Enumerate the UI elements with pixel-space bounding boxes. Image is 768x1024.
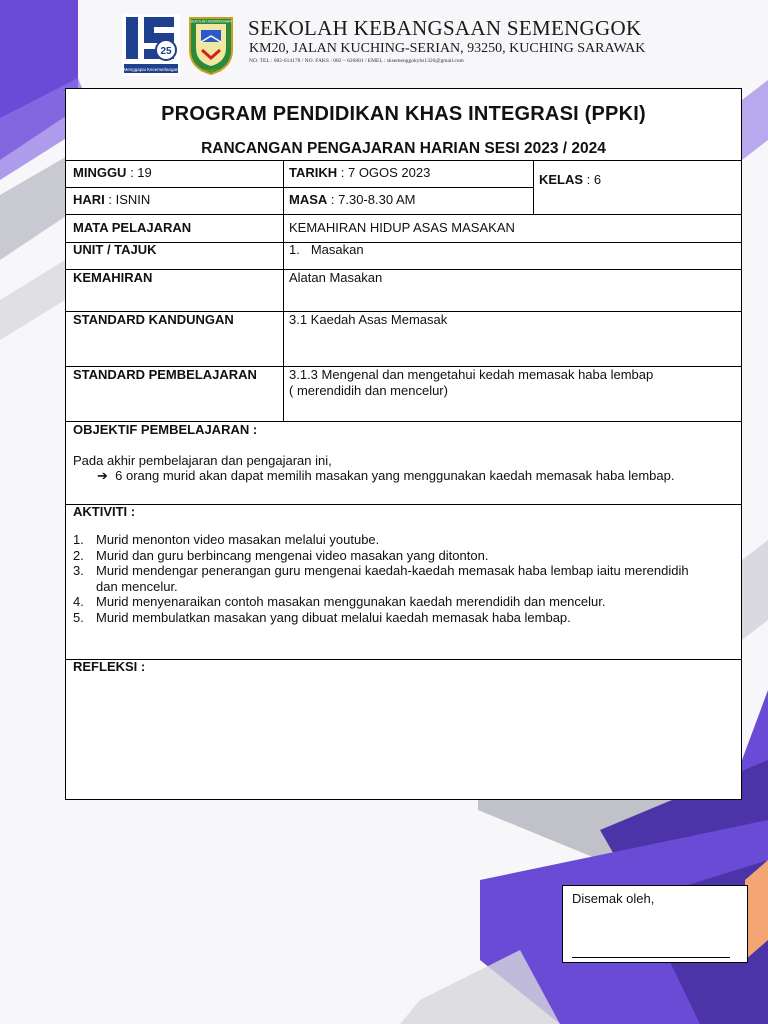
table-rule bbox=[66, 242, 741, 243]
mata-pelajaran-label: MATA PELAJARAN bbox=[73, 220, 192, 235]
list-item: 5. Murid membulatkan masakan yang dibuat melalui kaedah memasak haba lembap. bbox=[73, 609, 571, 625]
letterhead bbox=[0, 0, 768, 84]
table-rule bbox=[66, 504, 741, 505]
svg-text:Menggapai Kecemerlangan: Menggapai Kecemerlangan bbox=[123, 67, 179, 72]
school-address: KM20, JALAN KUCHING-SERIAN, 93250, KUCHING SARAWAK bbox=[249, 41, 646, 56]
kelas-field: KELAS : 6 bbox=[539, 172, 602, 187]
mata-pelajaran-value: KEMAHIRAN HIDUP ASAS MASAKAN bbox=[289, 220, 515, 235]
standard-kandungan-label: STANDARD KANDUNGAN bbox=[73, 312, 234, 327]
standard-pembelajaran-line1: 3.1.3 Mengenal dan mengetahui kedah memasak haba lembap bbox=[289, 367, 654, 382]
unit-label: UNIT / TAJUK bbox=[73, 242, 157, 257]
reviewed-by-box bbox=[562, 885, 748, 963]
refleksi-label: REFLEKSI : bbox=[73, 659, 146, 674]
standard-kandungan-value: 3.1 Kaedah Asas Memasak bbox=[289, 312, 448, 327]
aktiviti-label: AKTIVITI : bbox=[73, 504, 136, 519]
aktiviti-list bbox=[73, 532, 713, 625]
minggu-field: MINGGU : 19 bbox=[73, 165, 152, 180]
document-title: PROGRAM PENDIDIKAN KHAS INTEGRASI (PPKI) bbox=[161, 103, 646, 125]
svg-text:25: 25 bbox=[160, 46, 172, 57]
kemahiran-value: Alatan Masakan bbox=[289, 270, 383, 285]
table-rule bbox=[66, 187, 533, 188]
unit-value: 1. Masakan bbox=[289, 242, 364, 257]
standard-pembelajaran-label: STANDARD PEMBELAJARAN bbox=[73, 367, 257, 382]
arrow-right-icon: ➔ bbox=[97, 468, 108, 483]
signature-line bbox=[572, 957, 730, 958]
school-contact: NO. TEL : 082-614178 / NO. FAKS : 082 – 626801 / EMEL : sksemenggokybs1326@gmail.com bbox=[249, 58, 464, 64]
table-rule bbox=[66, 214, 741, 215]
objektif-intro: Pada akhir pembelajaran dan pengajaran ini, bbox=[73, 453, 332, 468]
kemahiran-label: KEMAHIRAN bbox=[73, 270, 153, 285]
objektif-label: OBJEKTIF PEMBELAJARAN : bbox=[73, 422, 258, 437]
reviewed-by-label: Disemak oleh, bbox=[572, 891, 655, 906]
lesson-plan-document bbox=[65, 88, 742, 800]
tarikh-field: TARIKH : 7 OGOS 2023 bbox=[289, 165, 431, 180]
table-rule bbox=[283, 160, 284, 421]
svg-text:SEMENGGOK: SEMENGGOK bbox=[200, 69, 222, 73]
objektif-item: ➔ 6 orang murid akan dapat memilih masakan yang menggunakan kaedah memasak haba lembap. bbox=[97, 468, 675, 483]
table-rule bbox=[66, 160, 741, 161]
standard-pembelajaran-line2: ( merendidih dan mencelur) bbox=[289, 383, 448, 398]
hari-field: HARI : ISNIN bbox=[73, 192, 151, 207]
school-name: SEKOLAH KEBANGSAAN SEMENGGOK bbox=[248, 16, 642, 40]
svg-text:SEKOLAH KEBANGSAAN: SEKOLAH KEBANGSAAN bbox=[190, 19, 232, 24]
list-item: 4. Murid menyenaraikan contoh masakan menggunakan kaedah merendidih dan mencelur. bbox=[73, 594, 606, 609]
list-item: 3. Murid mendengar penerangan guru mengenai kaedah-kaedah memasak haba lembap iaitu merendidih dan mencelur. bbox=[73, 563, 689, 594]
table-rule bbox=[533, 160, 534, 214]
list-item: 1. Murid menonton video masakan melalui youtube. bbox=[73, 532, 380, 547]
school-logo-icon bbox=[122, 14, 180, 76]
table-rule bbox=[66, 659, 741, 660]
document-subtitle: RANCANGAN PENGAJARAN HARIAN SESI 2023 / 2024 bbox=[201, 140, 606, 157]
masa-field: MASA : 7.30-8.30 AM bbox=[289, 192, 416, 207]
table-rule bbox=[66, 269, 741, 270]
list-item: 2. Murid dan guru berbincang mengenai video masakan yang ditonton. bbox=[73, 547, 489, 563]
school-crest-icon bbox=[186, 14, 236, 76]
